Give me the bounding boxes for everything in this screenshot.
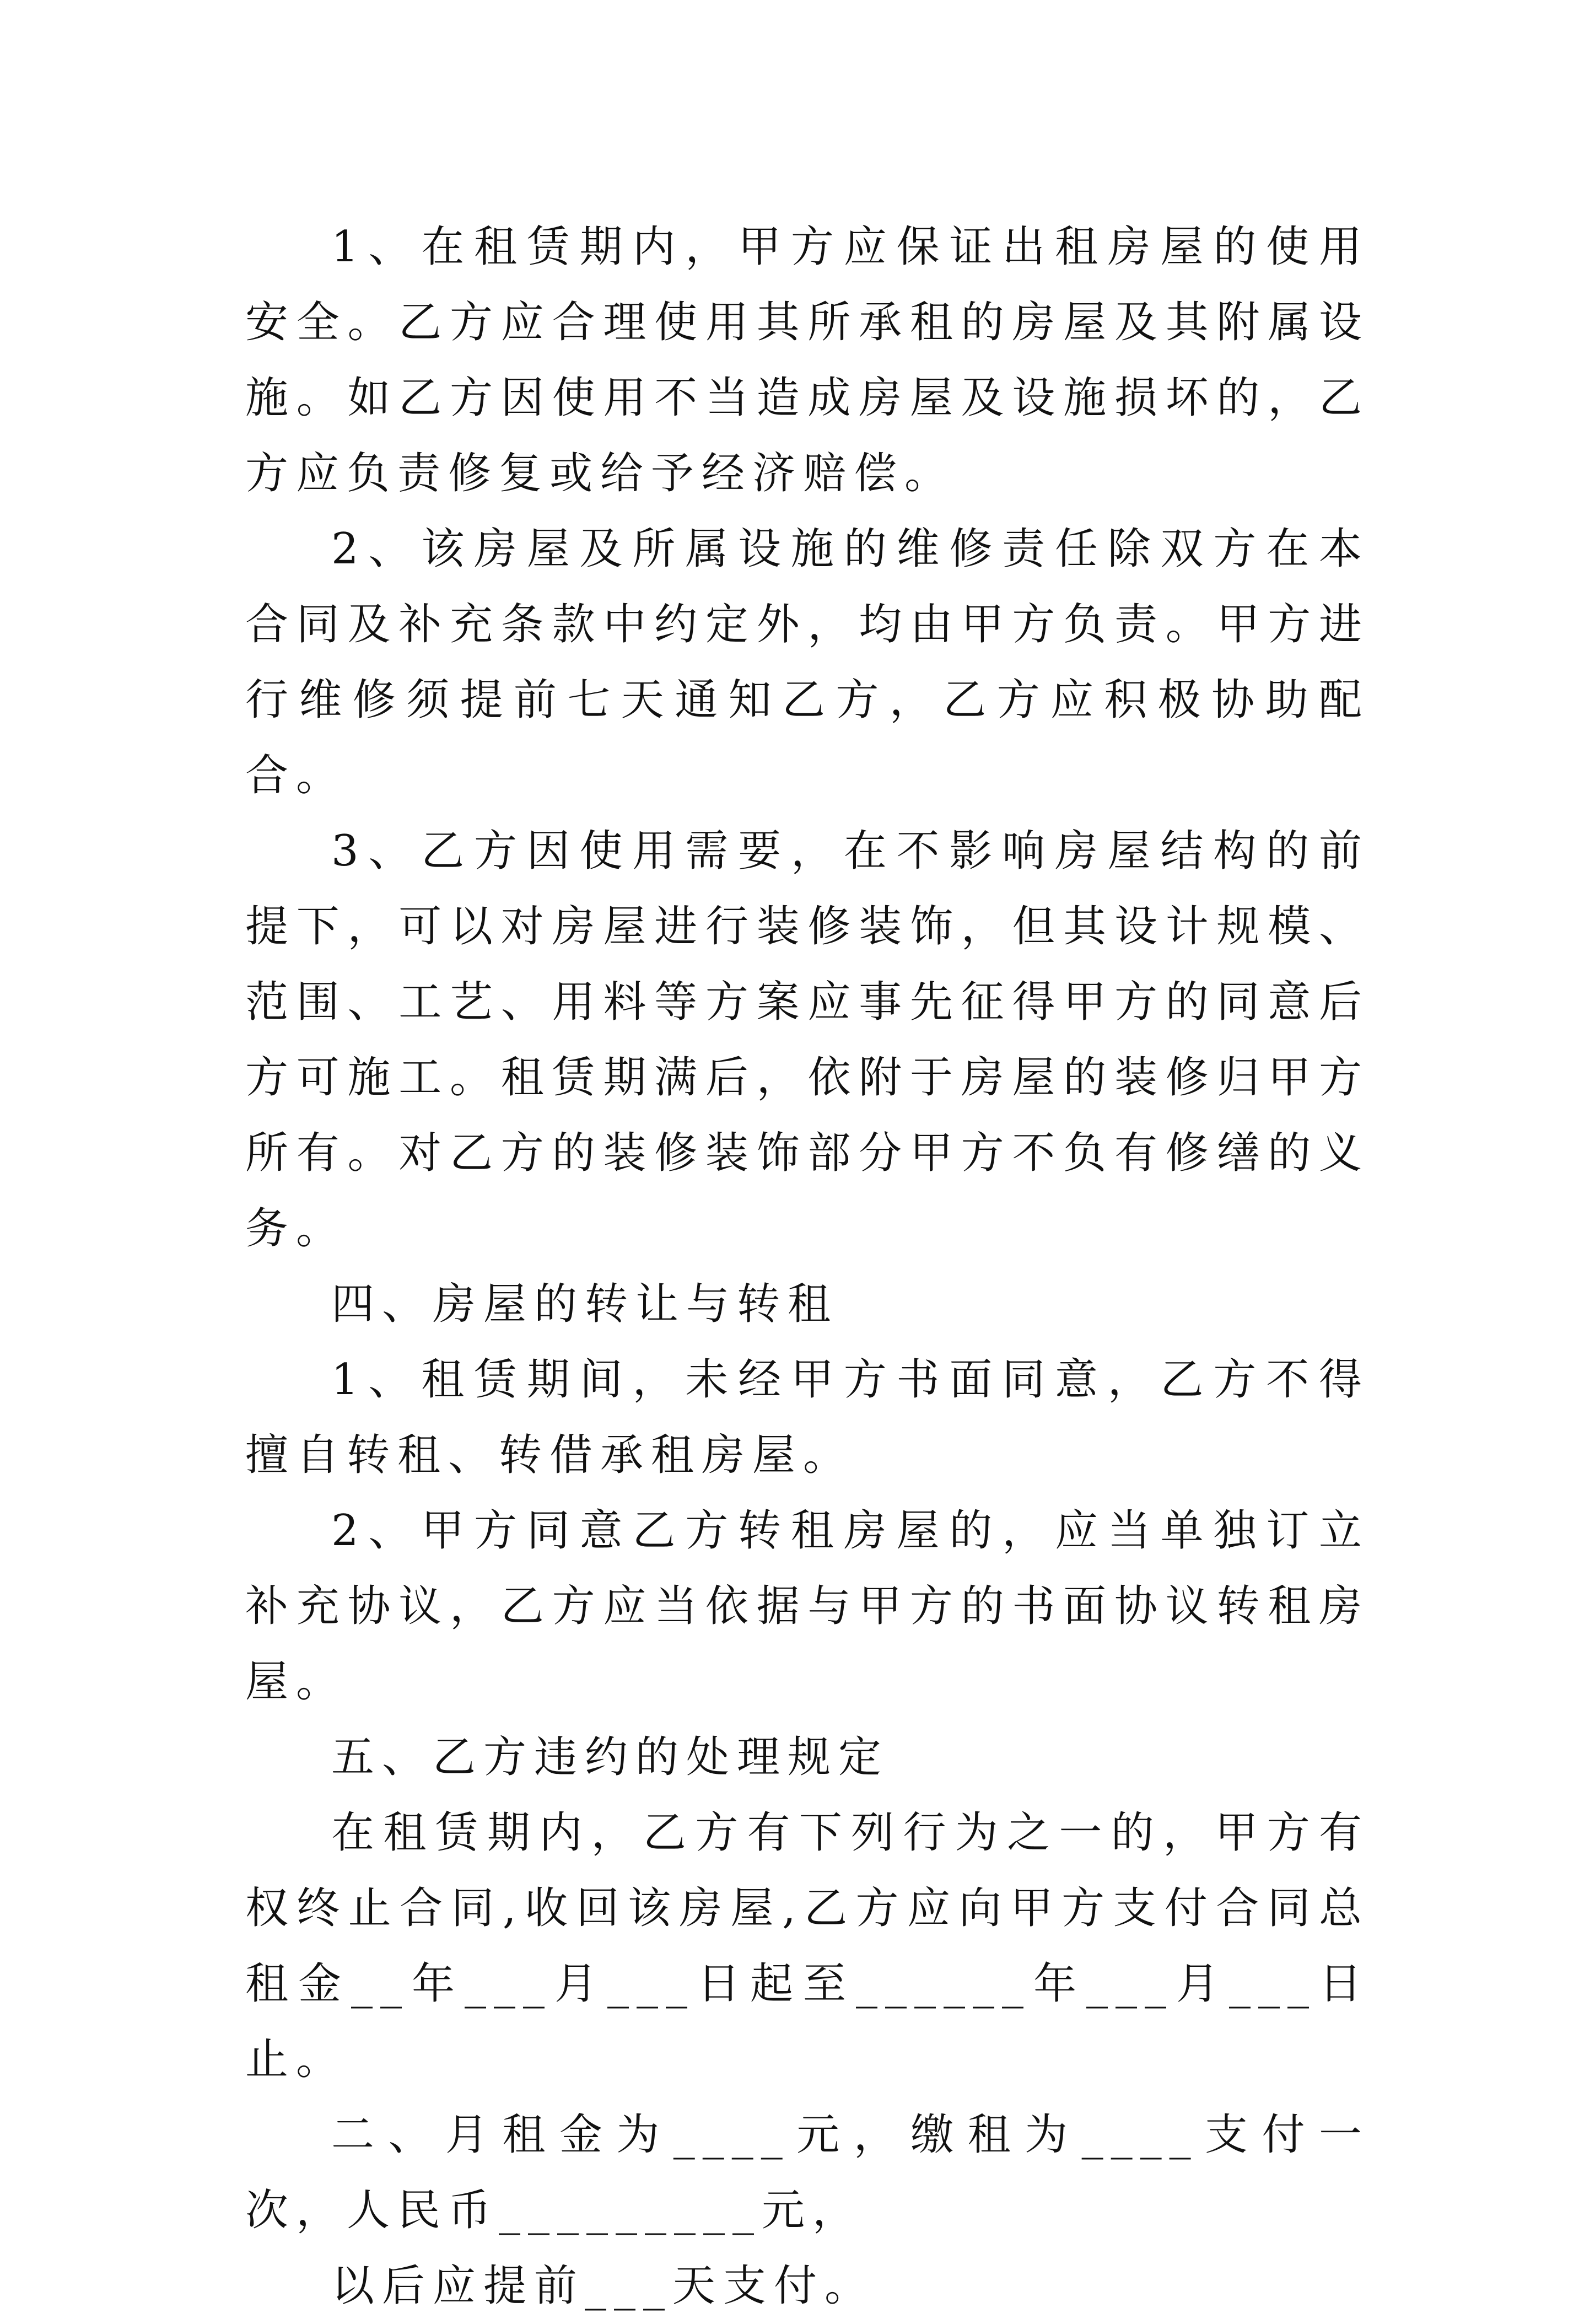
paragraph-clause-3-decoration: 3、乙方因使用需要，在不影响房屋结构的前提下，可以对房屋进行装修装饰，但其设计规模、范围、工艺、用料等方案应事先征得甲方的同意后方可施工。租赁期满后，依附于房屋的装修归甲方所有。对乙方的装修装饰部分甲方不负有修缮的义务。 (245, 826, 1370, 1254)
paragraph-clause-2-maintenance: 2、该房屋及所属设施的维修责任除双方在本合同及补充条款中约定外，均由甲方负责。甲方进行维修须提前七天通知乙方，乙方应积极协助配合。 (245, 524, 1370, 800)
paragraph-transfer-clause-2: 2、甲方同意乙方转租房屋的，应当单独订立补充协议，乙方应当依据与甲方的书面协议转租房屋。 (245, 1506, 1370, 1707)
paragraph-breach-terms: 在租赁期内，乙方有下列行为之一的，甲方有权终止合同,收回该房屋,乙方应向甲方支付合同总租金__年___月___日起至______年___月___日止。 (245, 1808, 1370, 2084)
paragraph-payment-advance: 以后应提前___天支付。 (331, 2261, 876, 2311)
section-heading-breach: 五、乙方违约的处理规定 (331, 1733, 890, 1782)
section-heading-transfer-sublease: 四、房屋的转让与转租 (331, 1279, 839, 1329)
document-body (245, 209, 1370, 2324)
paragraph-transfer-clause-1: 1、租赁期间，未经甲方书面同意，乙方不得擅自转租、转借承租房屋。 (245, 1355, 1370, 1480)
paragraph-monthly-rent: 二、月租金为____元，缴租为____支付一次，人民币_________元， (245, 2110, 1370, 2235)
paragraph-clause-1-safety: 1、在租赁期内，甲方应保证出租房屋的使用安全。乙方应合理使用其所承租的房屋及其附属设施。如乙方因使用不当造成房屋及设施损坏的，乙方应负责修复或给予经济赔偿。 (245, 222, 1370, 498)
